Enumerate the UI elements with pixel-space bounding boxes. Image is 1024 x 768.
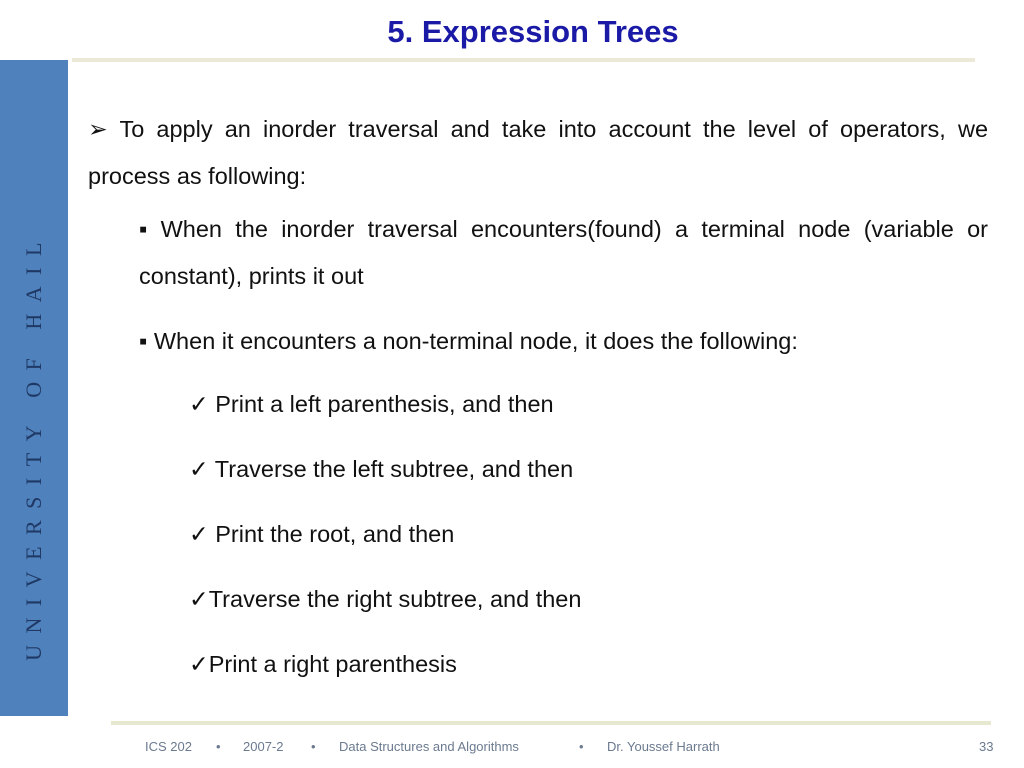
footer-separator-dot: •	[216, 739, 221, 754]
intro-text: To apply an inorder traversal and take into account the level of operators, we process as following:	[88, 116, 989, 189]
subpoint-text: When the inorder traversal encounters(found) a terminal node (variable or constant), prints it out	[139, 216, 988, 289]
footer-term: 2007-2	[243, 739, 284, 754]
footer-author: Dr. Youssef Harrath	[607, 739, 720, 754]
footer-separator-dot: •	[311, 739, 316, 754]
subpoint-nonterminal	[139, 318, 988, 365]
step-text: Print a right parenthesis	[208, 651, 457, 677]
footer-divider	[111, 721, 991, 725]
title-divider	[72, 58, 975, 62]
step-item	[189, 446, 988, 493]
intro-paragraph	[88, 106, 988, 200]
step-item	[189, 576, 988, 623]
check-icon: ✓	[189, 456, 209, 482]
footer-course: ICS 202	[145, 739, 192, 754]
check-icon: ✓	[189, 586, 209, 612]
arrow-bullet-icon: ➢	[88, 116, 108, 142]
step-item	[189, 511, 988, 558]
slide-footer	[145, 739, 1000, 759]
slide-title: 5. Expression Trees	[387, 14, 679, 49]
footer-separator-dot: •	[579, 739, 584, 754]
sidebar-band	[0, 60, 68, 716]
square-bullet-icon: ▪	[139, 328, 148, 354]
step-item	[189, 381, 988, 428]
subpoint-terminal	[139, 206, 988, 300]
square-bullet-icon: ▪	[139, 216, 148, 242]
step-item	[189, 641, 988, 688]
check-icon: ✓	[189, 651, 209, 677]
step-text: Traverse the left subtree, and then	[208, 456, 574, 482]
step-text: Print a left parenthesis, and then	[208, 391, 554, 417]
university-name: UNIVERSITY OF HAIL	[21, 231, 46, 661]
step-text: Traverse the right subtree, and then	[208, 586, 582, 612]
check-icon: ✓	[189, 521, 209, 547]
footer-page-number: 33	[979, 739, 994, 754]
check-icon: ✓	[189, 391, 209, 417]
footer-subject: Data Structures and Algorithms	[339, 739, 519, 754]
slide-content	[88, 106, 988, 688]
subpoint-text: When it encounters a non-terminal node, it does the following:	[153, 328, 798, 354]
step-text: Print the root, and then	[208, 521, 455, 547]
